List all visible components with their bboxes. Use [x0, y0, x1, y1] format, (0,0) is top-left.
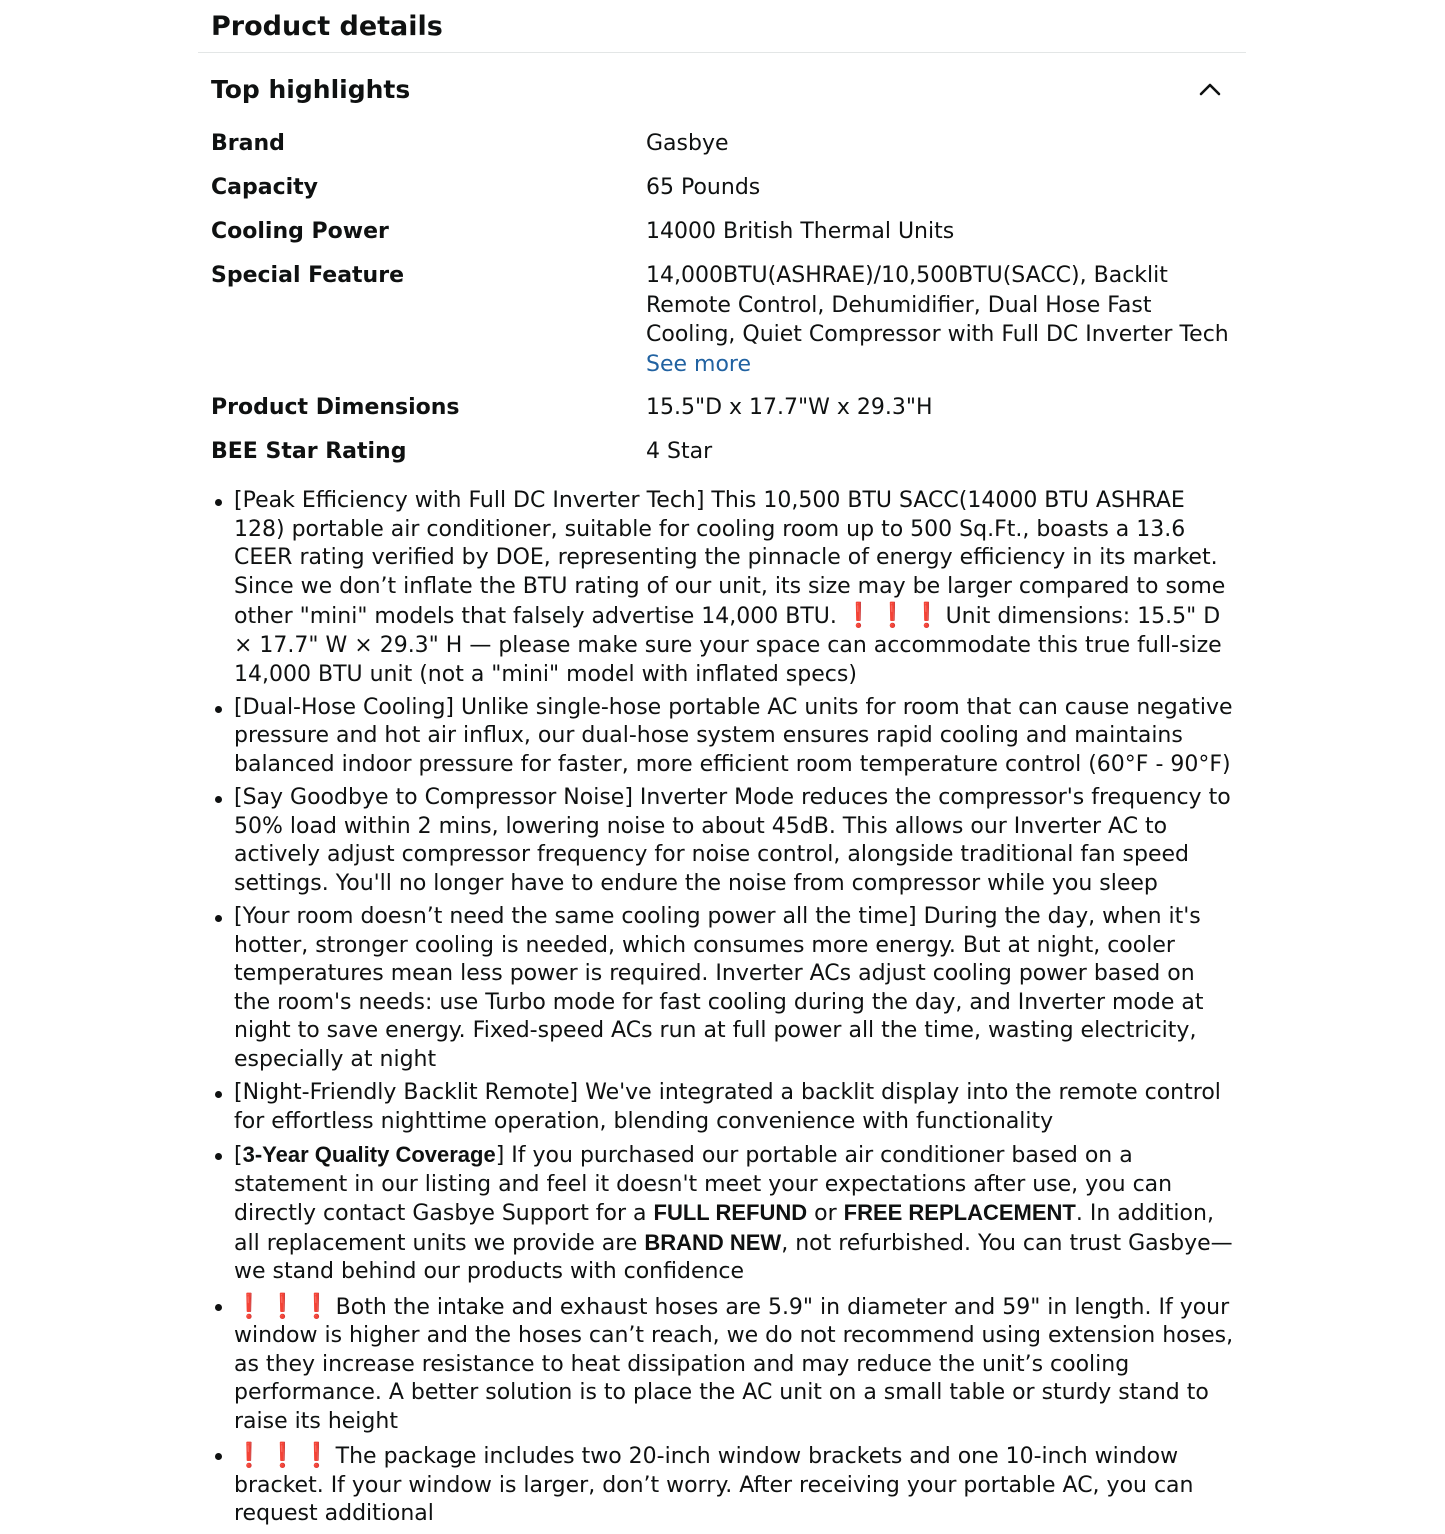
section-title: Top highlights — [211, 75, 411, 104]
list-item: [Dual-Hose Cooling] Unlike single-hose portable AC units for room that can cause negative pressure and hot air influx, our dual-hose system ensures rapid cooling and maintains balanced indoor pressure for faster, more efficient room temperature control (60°F - 90°F) — [234, 694, 1237, 780]
see-more-link[interactable]: See more — [646, 351, 752, 377]
exclamation-icon: ❗❗❗ — [843, 601, 946, 630]
product-details-panel — [198, 0, 1246, 1534]
collapse-button[interactable] — [1192, 71, 1228, 107]
spec-label: Cooling Power — [211, 219, 389, 244]
spec-row-special-feature — [198, 261, 1246, 393]
spec-value: 14000 British Thermal Units — [646, 219, 955, 244]
exclamation-icon: ❗❗❗ — [234, 1441, 336, 1470]
spec-label: Special Feature — [211, 263, 404, 288]
list-item: [3-Year Quality Coverage] If you purchased our portable air conditioner based on a statement in our listing and feel it doesn't meet your expectations after use, you can directly contact Gasbye Support for a FULL REFUND or FREE REPLACEMENT. In addition, all replacement units we provide are BRAND NEW, not refurbished. You can trust Gasbye—we stand behind our products with confidence — [234, 1141, 1237, 1287]
spec-value-special-feature — [646, 261, 1236, 379]
spec-row-brand — [198, 129, 1246, 173]
list-item: [Your room doesn’t need the same cooling power all the time] During the day, when it's hotter, stronger cooling is needed, which consumes more energy. But at night, cooler temperatures mean less power is required. Inverter ACs adjust cooling power based on the room's needs: use Turbo mode for fast cooling during the day, and Inverter mode at night to save energy. Fixed-speed ACs run at full power all the time, wasting electricity, especially at night — [234, 903, 1237, 1075]
list-item: [Peak Efficiency with Full DC Inverter Tech] This 10,500 BTU SACC(14000 BTU ASHRAE 128) portable air conditioner, suitable for cooling room up to 500 Sq.Ft., boasts a 13.6 CEER rating verified by DOE, representing the pinnacle of energy efficiency in its market. Since we don’t inflate the BTU rating of our unit, its size may be larger compared to some other "mini" models that falsely advertise 14,000 BTU. ❗❗❗Unit dimensions: 15.5" D × 17.7" W × 29.3" H — please make sure your space can accommodate this true full-size 14,000 BTU unit (not a "mini" model with inflated specs) — [234, 487, 1237, 689]
spec-value: 14,000BTU(ASHRAE)/10,500BTU(SACC), Backlit Remote Control, Dehumidifier, Dual Hose Fast Cooling, Quiet Compressor with Full DC Inverter Tech — [646, 263, 1229, 347]
spec-label: Capacity — [211, 175, 319, 200]
list-item: [Say Goodbye to Compressor Noise] Inverter Mode reduces the compressor's frequency to 50% load within 2 mins, lowering noise to about 45dB. This allows our Inverter AC to actively adjust compressor frequency for noise control, alongside traditional fan speed settings. You'll no longer have to endure the noise from compressor while you sleep — [234, 784, 1237, 898]
top-highlights-header[interactable] — [198, 53, 1246, 129]
spec-row-cooling-power — [198, 217, 1246, 261]
spec-value: 4 Star — [646, 439, 713, 464]
spec-label: Product Dimensions — [211, 395, 460, 420]
spec-label: BEE Star Rating — [211, 439, 407, 464]
exclamation-icon: ❗❗❗ — [234, 1291, 336, 1320]
spec-label: Brand — [211, 131, 285, 156]
list-item: ❗❗❗The package includes two 20-inch window brackets and one 10-inch window bracket. If your window is larger, don’t worry. After receiving your portable AC, you can request additional — [234, 1441, 1237, 1529]
spec-value: 15.5"D x 17.7"W x 29.3"H — [646, 395, 933, 420]
spec-value: 65 Pounds — [646, 175, 761, 200]
specs-table — [198, 129, 1246, 487]
spec-value: Gasbye — [646, 131, 729, 156]
spec-row-capacity — [198, 173, 1246, 217]
page-title: Product details — [211, 11, 443, 42]
feature-bullet-list — [198, 487, 1237, 1529]
spec-row-product-dimensions — [198, 393, 1246, 437]
list-item: ❗❗❗Both the intake and exhaust hoses are 5.9" in diameter and 59" in length. If your window is higher and the hoses can’t reach, we do not recommend using extension hoses, as they increase resistance to heat dissipation and may reduce the unit’s cooling performance. A better solution is to place the AC unit on a small table or sturdy stand to raise its height — [234, 1292, 1237, 1437]
list-item: [Night-Friendly Backlit Remote] We've integrated a backlit display into the remote control for effortless nighttime operation, blending convenience with functionality — [234, 1079, 1237, 1136]
chevron-up-icon — [1199, 82, 1221, 96]
spec-row-bee-star-rating — [198, 437, 1246, 487]
